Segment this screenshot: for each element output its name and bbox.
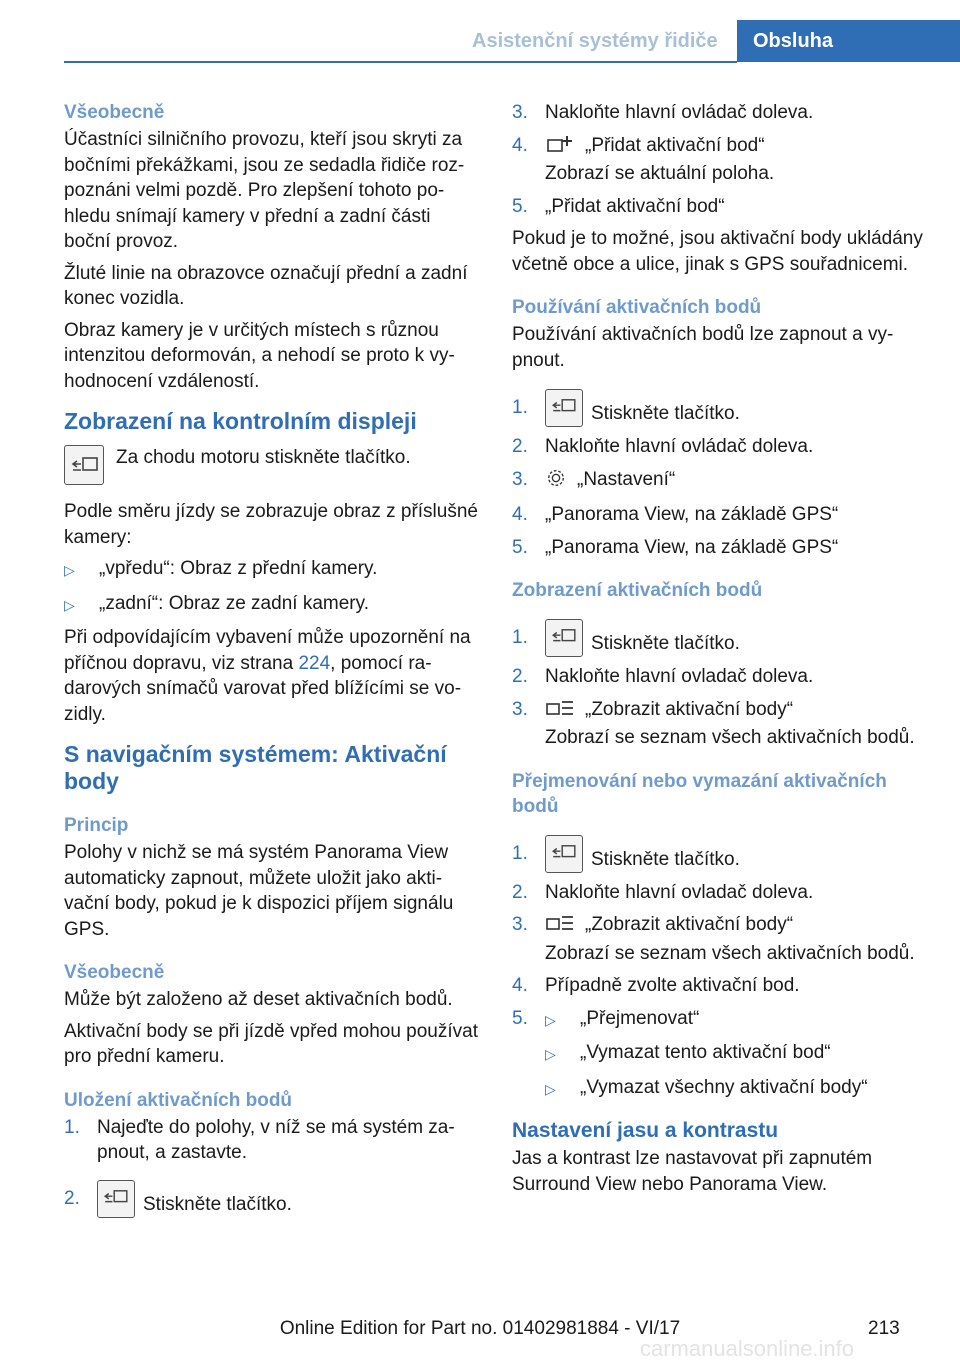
camera-button-instruction xyxy=(64,445,480,485)
direction-list xyxy=(64,556,480,618)
triangle-bullet-icon: ▷ xyxy=(64,562,75,578)
list-item: 5. „Přidat aktivační bod“ xyxy=(512,195,725,217)
paragraph-direction: Podle směru jízdy se zobrazuje obraz z příslušné kamery: xyxy=(64,501,478,548)
header-section-title: Asistenční systémy řidiče xyxy=(472,30,718,52)
list-item: 4. Případně zvolte aktivační bod. xyxy=(512,975,800,996)
list-item: 4. „Přidat aktivační bod“ Zobrazí se aktuální poloha. xyxy=(512,134,775,184)
heading-brightness: Nastavení jasu a kontrastu xyxy=(512,1119,779,1142)
add-point-icon xyxy=(545,134,575,162)
paragraph-yellow-lines: Žluté linie na obrazovce označují přední a zadní konec vozidla. xyxy=(64,262,468,309)
page-number: 213 xyxy=(868,1318,900,1339)
camera-button-text: Za chodu motoru stiskněte tlačítko. xyxy=(116,447,411,468)
paragraph-ten-points: Může být založeno až deset aktivačních bodů. xyxy=(64,989,453,1010)
settings-gear-icon xyxy=(545,468,567,496)
header-rule xyxy=(64,61,737,63)
paragraph-use: Používání aktivačních bodů lze zapnout a vypnout. xyxy=(512,324,894,371)
list-points-icon xyxy=(545,698,575,726)
heading-general: Všeobecně xyxy=(64,102,165,123)
rename-steps-list xyxy=(512,835,932,1103)
list-item: 3. „Zobrazit aktivační body“ Zobrazí se seznam všech aktivačních bodů. xyxy=(512,698,915,748)
list-item: 1. Stiskněte tlačítko. xyxy=(512,389,932,427)
list-item: 5. „Panorama View, na základě GPS“ xyxy=(512,536,839,558)
show-steps-list xyxy=(512,619,932,751)
list-item: ▷ „zadní“: Obraz ze zadní kamery. xyxy=(64,591,480,619)
camera-button-icon xyxy=(64,445,104,485)
triangle-bullet-icon: ▷ xyxy=(545,1046,556,1062)
left-column xyxy=(64,100,480,1225)
heading-show-points: Zobrazení aktivačních bodů xyxy=(512,580,763,601)
paragraph-intro: Účastníci silničního provozu, kteří jsou skryti za bočními překážkami, jsou ze sedadla řidiče rozpoznáni velmi pozdě. Pro zlepšení tohoto pohledu snímají kamery v přední a zadní části boční provoz. xyxy=(64,129,465,252)
camera-button-icon xyxy=(545,619,583,657)
list-item: 2. Nakloňte hlavní ovladač doleva. xyxy=(512,666,814,687)
paragraph-storage: Pokud je to možné, jsou aktivační body ukládány včetně obce a ulice, jinak s GPS souřadnicemi. xyxy=(512,228,923,275)
heading-control-display: Zobrazení na kontrolním displeji xyxy=(64,408,417,434)
save-steps-list xyxy=(64,1115,480,1218)
list-item: ▷ „Vymazat všechny aktivační body“ xyxy=(512,1075,932,1103)
list-item: 2. Stiskněte tlačítko. xyxy=(64,1180,480,1218)
watermark: carmanualsonline.info xyxy=(640,1336,855,1361)
list-item: 3. „Nastavení“ xyxy=(512,467,932,496)
heading-navigation: S navigačním systémem: Aktivační body xyxy=(64,741,447,794)
paragraph-cross-traffic: Při odpovídajícím vybavení může upozornění na příčnou dopravu, viz strana 224, pomocí radarových snímačů varovat před blížícími se vozidly. xyxy=(64,627,471,725)
triangle-bullet-icon: ▷ xyxy=(545,1011,556,1028)
triangle-bullet-icon: ▷ xyxy=(64,596,75,613)
paragraph-principle: Polohy v nichž se má systém Panorama View automaticky zapnout, můžete uložit jako aktivační body, pokud je k dispozici příjem signálu GPS. xyxy=(64,842,454,940)
list-item: 3. Nakloňte hlavní ovládač doleva. xyxy=(512,102,814,123)
list-item: 4. „Panorama View, na základě GPS“ xyxy=(512,504,839,525)
list-item: ▷ „vpředu“: Obraz z přední kamery. xyxy=(64,556,480,584)
heading-save-points: Uložení aktivačních bodů xyxy=(64,1089,293,1111)
list-item: ▷ „Vymazat tento aktivační bod“ xyxy=(512,1040,932,1068)
list-item: 1. Najeďte do polohy, v níž se má systém zapnout, a zastavte. xyxy=(64,1116,455,1163)
edition-footer: Online Edition for Part no. 01402981884 - VI/17 xyxy=(279,1318,681,1339)
heading-use-points: Používání aktivačních bodů xyxy=(512,297,762,318)
list-points-icon xyxy=(545,913,575,941)
use-steps-list xyxy=(512,389,932,560)
heading-rename-points: Přejmenování nebo vymazání aktivačních bodů xyxy=(512,770,887,817)
list-item: 2. Nakloňte hlavní ovladač doleva. xyxy=(512,881,814,903)
camera-button-icon xyxy=(545,389,583,427)
triangle-bullet-icon: ▷ xyxy=(545,1080,556,1097)
camera-button-icon xyxy=(97,1180,135,1218)
list-item: 5. ▷ „Přejmenovat“ xyxy=(512,1006,932,1034)
paragraph-front-camera: Aktivační body se při jízdě vpřed mohou používat pro přední kameru. xyxy=(64,1020,479,1067)
paragraph-distortion: Obraz kamery je v určitých místech s různou intenzitou deformován, a nehodí se proto k vyhodnocení vzdáleností. xyxy=(64,319,455,392)
list-item: 1. Stiskněte tlačítko. xyxy=(512,835,932,873)
right-column xyxy=(512,100,932,1203)
heading-principle: Princip xyxy=(64,815,129,836)
camera-button-icon xyxy=(545,835,583,873)
heading-general-2: Všeobecně xyxy=(64,962,165,983)
list-item: 1. Stiskněte tlačítko. xyxy=(512,619,932,657)
header-chapter-tab: Obsluha xyxy=(737,20,960,62)
list-item: 3. „Zobrazit aktivační body“ Zobrazí se seznam všech aktivačních bodů. xyxy=(512,914,915,964)
paragraph-brightness: Jas a kontrast lze nastavovat při zapnutém Surround View nebo Panorama View. xyxy=(512,1148,873,1195)
page-reference-link[interactable]: 224 xyxy=(298,652,331,674)
list-item: 2. Nakloňte hlavní ovládač doleva. xyxy=(512,436,814,457)
save-steps-continued xyxy=(512,100,932,219)
